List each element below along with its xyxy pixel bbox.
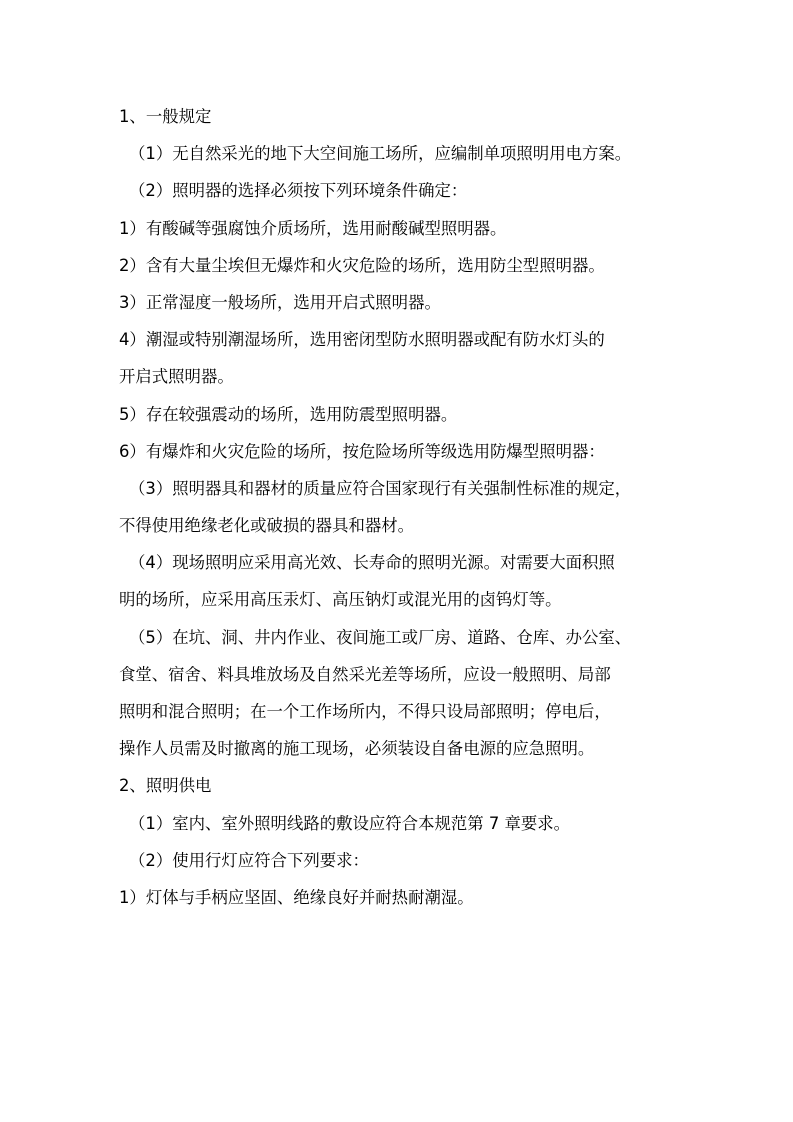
paragraph-line: 6）有爆炸和火灾危险的场所，按危险场所等级选用防爆型照明器： [119, 441, 605, 461]
paragraph-line: （2）使用行灯应符合下列要求： [129, 850, 369, 870]
paragraph-line: 不得使用绝缘老化或破损的器具和器材。 [119, 516, 415, 536]
paragraph-line: 1）有酸碱等强腐蚀介质场所，选用耐酸碱型照明器。 [119, 218, 507, 238]
section-heading-lighting-power-supply: 2、照明供电 [119, 776, 212, 796]
document-body [119, 98, 679, 916]
paragraph-line: 明的场所，应采用高压汞灯、高压钠灯或混光用的卤钨灯等。 [119, 590, 562, 610]
paragraph-line: （4）现场照明应采用高光效、长寿命的照明光源。对需要大面积照 [129, 553, 615, 573]
paragraph-line: （1）无自然采光的地下大空间施工场所，应编制单项照明用电方案。 [129, 144, 632, 164]
paragraph-line: 照明和混合照明；在一个工作场所内，不得只设局部照明；停电后， [119, 702, 611, 721]
paragraph-line: （3）照明器具和器材的质量应符合国家现行有关强制性标准的规定， [129, 478, 632, 498]
paragraph-line: 4）潮湿或特别潮湿场所，选用密闭型防水照明器或配有防水灯头的 [119, 330, 605, 350]
paragraph-line: 3）正常湿度一般场所，选用开启式照明器。 [119, 292, 441, 312]
paragraph-line: （1）室内、室外照明线路的敷设应符合本规范第 7 章要求。 [129, 813, 571, 833]
paragraph-line: 食堂、宿舍、料具堆放场及自然采光差等场所，应设一般照明、局部 [119, 664, 611, 684]
paragraph-line: （5）在坑、洞、井内作业、夜间施工或厂房、道路、仓库、办公室、 [129, 627, 632, 647]
paragraph-line: 开启式照明器。 [119, 367, 234, 387]
paragraph-line: 操作人员需及时撤离的施工现场，必须装设自备电源的应急照明。 [119, 739, 595, 759]
paragraph-line: 1）灯体与手柄应坚固、绝缘良好并耐热耐潮湿。 [119, 887, 474, 907]
paragraph-line: （2）照明器的选择必须按下列环境条件确定： [129, 181, 468, 201]
paragraph-line: 5）存在较强震动的场所，选用防震型照明器。 [119, 404, 458, 424]
paragraph-line: 2）含有大量尘埃但无爆炸和火灾危险的场所，选用防尘型照明器。 [119, 255, 605, 275]
section-heading-general-rules: 1、一般规定 [119, 107, 212, 126]
